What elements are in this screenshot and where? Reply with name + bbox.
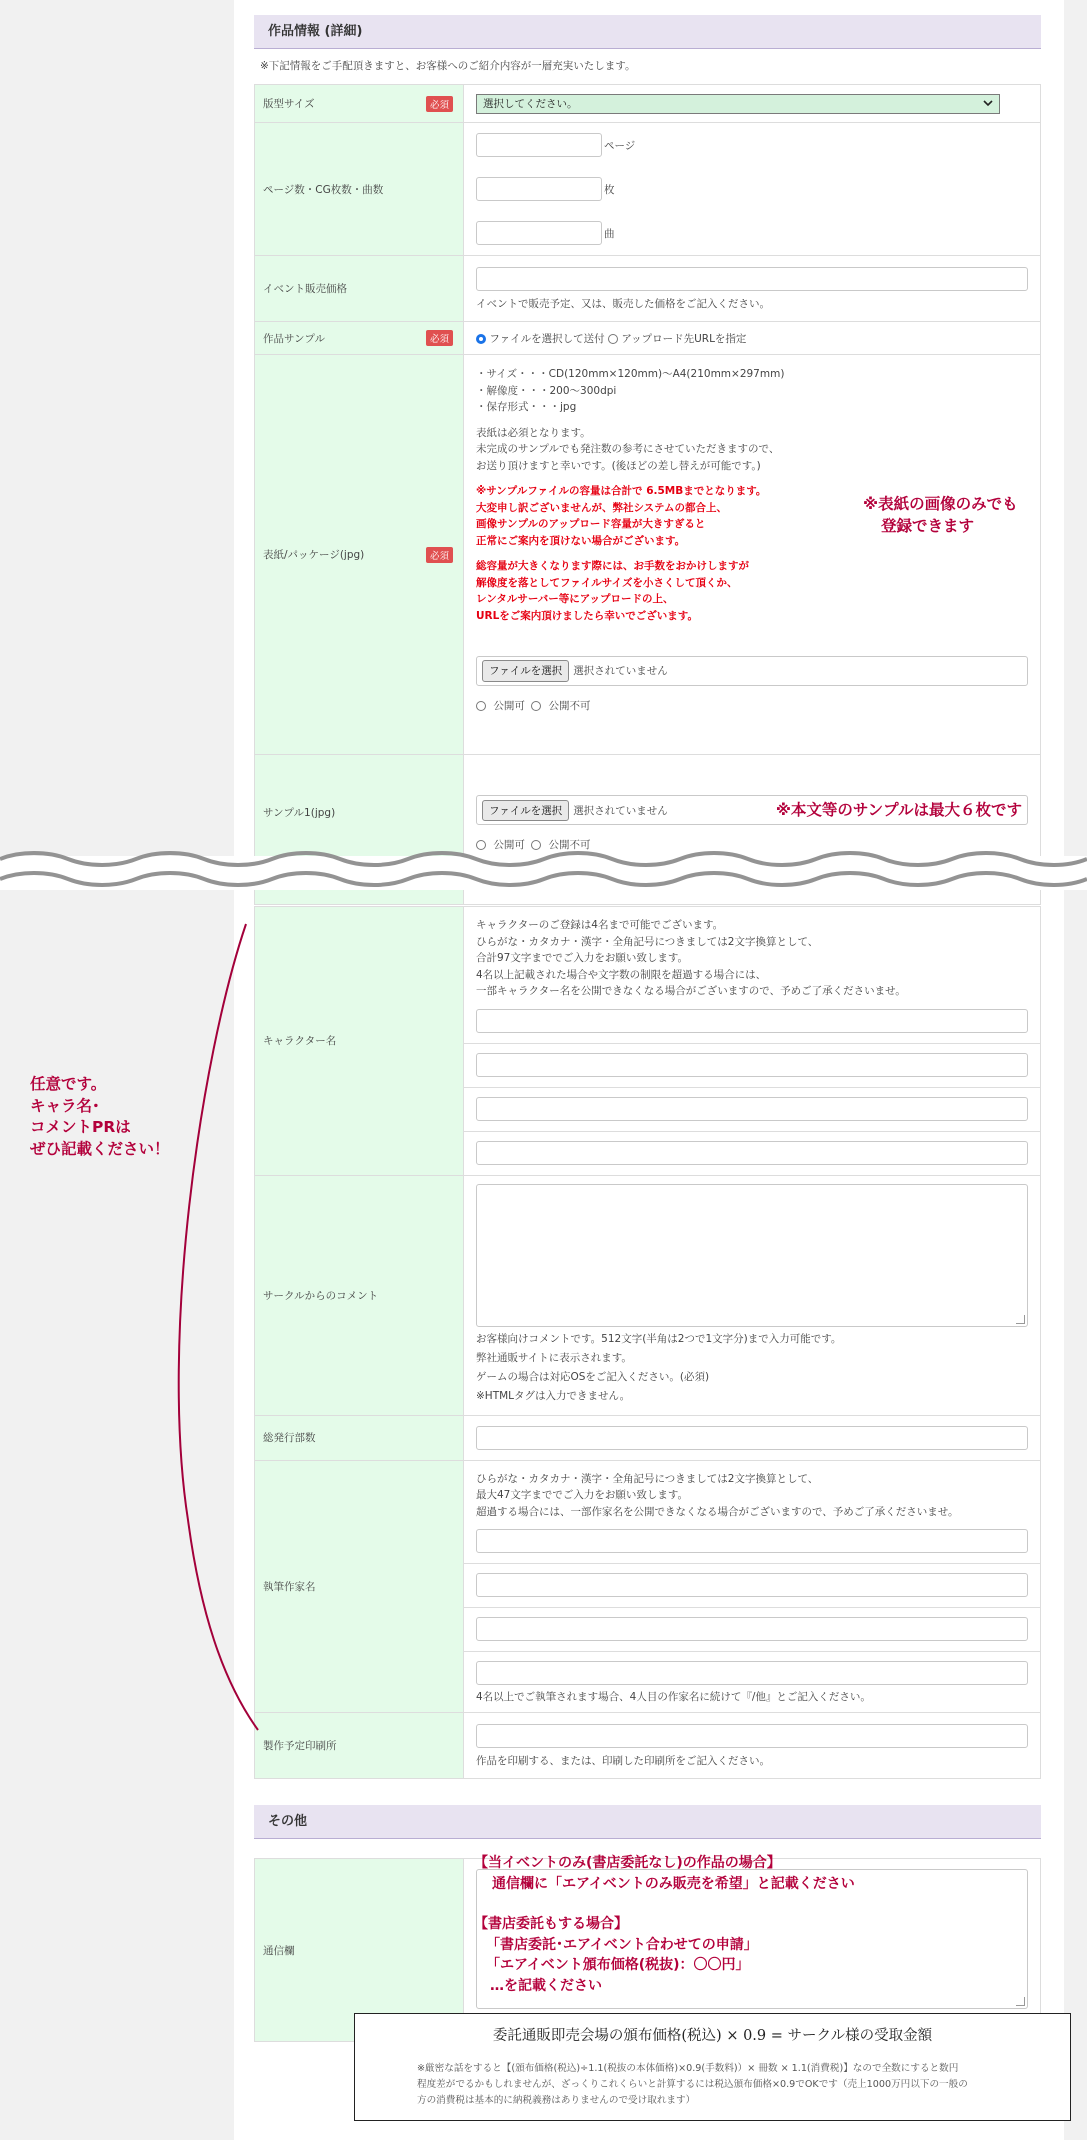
character-input-3[interactable] bbox=[476, 1097, 1028, 1121]
optional-annotation: 任意です。 キャラ名･ コメントPRは ぜひ記載ください！ bbox=[30, 1075, 170, 1158]
cover-warning: 解像度を落としてファイルサイズを小さくして頂くか、 bbox=[476, 576, 738, 589]
cover-warning: 正常にご案内を頂けない場合がございます。 bbox=[476, 534, 686, 547]
cover-only-annotation: ※表紙の画像のみでも 登録できます bbox=[863, 495, 1018, 535]
comment-help: 弊社通販サイトに表示されます。 bbox=[476, 1351, 632, 1364]
cover-warning: ※サンプルファイルの容量は合計で 6.5MBまでとなります。 bbox=[476, 485, 767, 497]
printer-help: 作品を印刷する、または、印刷した印刷所をご記入ください。 bbox=[476, 1754, 770, 1767]
cover-file-button[interactable]: ファイルを選択 bbox=[482, 660, 569, 683]
songs-unit: 曲 bbox=[604, 227, 615, 240]
row-authors bbox=[255, 1460, 1041, 1713]
radio-upload-url-label: アップロード先URLを指定 bbox=[621, 332, 747, 345]
row-sample bbox=[255, 322, 1041, 355]
row-printer bbox=[255, 1713, 1041, 1779]
event-price-input[interactable] bbox=[476, 267, 1028, 291]
sample1-file-picker bbox=[476, 795, 1028, 825]
pages-input[interactable] bbox=[476, 133, 602, 157]
comment-help: ※HTMLタグは入力できません。 bbox=[476, 1389, 631, 1402]
label-cover: 表紙/パッケージ(jpg) 必須 bbox=[255, 355, 464, 755]
row-event-price bbox=[255, 256, 1041, 322]
label-characters: キャラクター名 bbox=[255, 907, 464, 1176]
format-size-select[interactable]: 選択してください。 bbox=[476, 94, 1000, 114]
label-authors: 執筆作家名 bbox=[255, 1460, 464, 1713]
cover-info: 表紙は必須となります。 bbox=[476, 426, 591, 439]
chevron-down-icon bbox=[983, 98, 993, 110]
cover-warning: レンタルサーバー等にアップロードの上、 bbox=[476, 593, 674, 605]
cover-radio-private[interactable] bbox=[531, 701, 541, 711]
cover-file-picker bbox=[476, 656, 1028, 686]
sample1-file-status: 選択されていません bbox=[573, 804, 668, 817]
section-header-other: その他 bbox=[254, 1805, 1041, 1839]
price-formula: 委託通販即売会場の頒布価格(税込) × 0.9 = サークル様の受取金額 bbox=[492, 2028, 933, 2044]
radio-send-file[interactable] bbox=[476, 334, 486, 344]
radio-upload-url[interactable] bbox=[608, 334, 618, 344]
author-input-2[interactable] bbox=[476, 1573, 1028, 1597]
section-note: ※下記情報をご手配頂きますと、お客様へのご紹介内容が一層充実いたします。 bbox=[260, 60, 636, 72]
label-correspondence: 通信欄 bbox=[255, 1859, 464, 2042]
detail-form-table-lower bbox=[254, 906, 1041, 1779]
character-input-1[interactable] bbox=[476, 1009, 1028, 1033]
authors-footer: 4名以上でご執筆されます場合、4人目の作家名に続けて『/他』とご記入ください。 bbox=[476, 1691, 871, 1703]
sample1-file-button[interactable]: ファイルを選択 bbox=[482, 800, 569, 821]
sheets-unit: 枚 bbox=[604, 183, 615, 196]
cover-warning: 総容量が大きくなります際には、お手数をおかけしますが bbox=[476, 560, 749, 572]
characters-help: ひらがな・カタカナ・漢字・全角記号につきましては2文字換算として、 bbox=[476, 935, 819, 948]
price-note: ※厳密な話をすると【(頒布価格(税込)÷1.1(税抜の本体価格)×0.9(手数料)）× 冊数 × 1.1(消費税)】なので全数にすると数円 程度差がでるかもしれませんが、ざっくりこれくらいと計算するには税込頒布価格×0.9でOKです（売上1000万円以下の一般の 方の消費税は基本的に納税義務はありませんので受け取れます） bbox=[417, 2063, 968, 2106]
cover-public-label: 公開可 bbox=[493, 700, 525, 712]
characters-help: キャラクターのご登録は4名まで可能でございます。 bbox=[476, 919, 724, 931]
annotation-curve bbox=[160, 920, 270, 1740]
required-badge: 必須 bbox=[426, 330, 453, 346]
sample1-public-label: 公開可 bbox=[493, 839, 525, 851]
event-price-help: イベントで販売予定、又は、販売した価格をご記入ください。 bbox=[476, 297, 770, 310]
label-format-size: 版型サイズ 必須 bbox=[255, 85, 464, 123]
total-printed-input[interactable] bbox=[476, 1426, 1028, 1450]
cover-file-status: 選択されていません bbox=[573, 664, 668, 677]
section-header-detail: 作品情報 (詳細) bbox=[254, 15, 1041, 49]
character-input-2[interactable] bbox=[476, 1053, 1028, 1077]
cover-spec-size: ・サイズ・・・CD(120mm×120mm)～A4(210mm×297mm) bbox=[476, 368, 785, 380]
cover-warning: 大変申し訳ございませんが、弊社システムの都合上、 bbox=[476, 501, 727, 514]
author-input-3[interactable] bbox=[476, 1617, 1028, 1641]
characters-help: 一部キャラクター名を公開できなくなる場合がございますので、予めご了承くださいませ。 bbox=[476, 985, 906, 997]
label-event-price: イベント販売価格 bbox=[255, 256, 464, 322]
radio-send-file-label: ファイルを選択して送付 bbox=[489, 332, 605, 345]
cover-warning: URLをご案内頂けましたら幸いでございます。 bbox=[476, 609, 698, 622]
comment-help: お客様向けコメントです。512文字(半角は2つで1文字分)まで入力可能です。 bbox=[476, 1332, 842, 1345]
label-comment: サークルからのコメント bbox=[255, 1175, 464, 1415]
row-cover bbox=[255, 355, 1041, 755]
author-input-4[interactable] bbox=[476, 1661, 1028, 1685]
authors-help: 最大47文字まででご入力をお願い致します。 bbox=[476, 1489, 689, 1501]
cover-info: 未完成のサンプルでも発注数の参考にさせていただきますので、 bbox=[476, 443, 780, 455]
authors-help: 超過する場合には、一部作家名を公開できなくなる場合がございますので、予めご了承くださいませ。 bbox=[476, 1505, 959, 1518]
row-format-size bbox=[255, 85, 1041, 123]
character-input-4[interactable] bbox=[476, 1141, 1028, 1165]
songs-input[interactable] bbox=[476, 221, 602, 245]
required-badge: 必須 bbox=[426, 547, 453, 563]
max-samples-annotation: ※本文等のサンプルは最大６枚です bbox=[775, 801, 1022, 819]
correspondence-instructions: 【当イベントのみ(書店委託なし)の作品の場合】 通信欄に「エアイベントのみ販売を希望」と記載ください 【書店委託もする場合】 「書店委託･エアイベント合わせての申請」 「エアイベント頒布価格(税抜)：〇〇円」 …を記載ください bbox=[474, 1855, 855, 1994]
cover-radio-public[interactable] bbox=[476, 701, 486, 711]
author-input-1[interactable] bbox=[476, 1529, 1028, 1553]
price-formula-box bbox=[354, 2013, 1071, 2121]
sample1-private-label: 公開不可 bbox=[548, 839, 591, 851]
page-break-wave bbox=[0, 850, 1087, 896]
characters-help: 4名以上記載された場合や文字数の制限を超過する場合には、 bbox=[476, 968, 767, 981]
comment-textarea[interactable] bbox=[476, 1184, 1028, 1327]
comment-help: ゲームの場合は対応OSをご記入ください。(必須) bbox=[476, 1370, 710, 1383]
detail-form-table bbox=[254, 84, 1041, 905]
sample1-radio-public[interactable] bbox=[476, 840, 486, 850]
label-sample: 作品サンプル 必須 bbox=[255, 322, 464, 355]
cover-spec-resolution: ・解像度・・・200～300dpi bbox=[476, 384, 617, 397]
label-page-count: ページ数・CG枚数・曲数 bbox=[255, 123, 464, 256]
sample1-radio-private[interactable] bbox=[531, 840, 541, 850]
cover-spec-format: ・保存形式・・・jpg bbox=[476, 401, 577, 413]
row-total-printed bbox=[255, 1415, 1041, 1460]
cover-private-label: 公開不可 bbox=[548, 700, 591, 712]
authors-help: ひらがな・カタカナ・漢字・全角記号につきましては2文字換算として、 bbox=[476, 1472, 819, 1485]
cover-info: お送り頂けますと幸いです。(後ほどの差し替えが可能です。) bbox=[476, 459, 761, 472]
sheets-input[interactable] bbox=[476, 177, 602, 201]
pages-unit: ページ bbox=[604, 139, 636, 152]
required-badge: 必須 bbox=[426, 96, 453, 112]
label-sample1: サンプル1(jpg) bbox=[255, 755, 464, 905]
printer-input[interactable] bbox=[476, 1724, 1028, 1748]
row-characters bbox=[255, 907, 1041, 1176]
row-comment bbox=[255, 1175, 1041, 1415]
label-printer: 製作予定印刷所 bbox=[255, 1713, 464, 1779]
cover-warning: 画像サンプルのアップロード容量が大きすぎると bbox=[476, 518, 706, 530]
row-page-count bbox=[255, 123, 1041, 256]
label-total-printed: 総発行部数 bbox=[255, 1415, 464, 1460]
characters-help: 合計97文字まででご入力をお願い致します。 bbox=[476, 952, 689, 964]
